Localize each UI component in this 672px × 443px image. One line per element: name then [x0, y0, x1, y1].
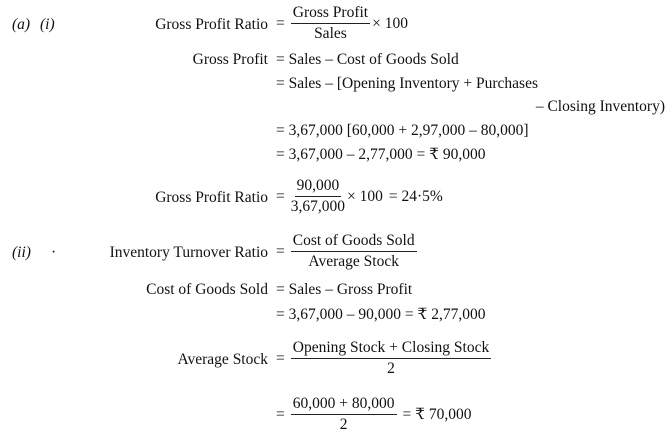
itr-fraction — [291, 232, 417, 271]
avg-stock-result: = ₹ 70,000 — [402, 406, 472, 423]
sub-label-i: (i) — [40, 16, 55, 33]
gp-ratio-calc-fraction — [291, 177, 345, 216]
fraction-denominator: 2 — [387, 360, 395, 377]
fraction-numerator: 60,000 + 80,000 — [291, 395, 397, 415]
stray-dot: · — [51, 244, 57, 261]
gp-ratio-formula — [276, 4, 408, 43]
gp-ratio-calc-label: Gross Profit Ratio — [155, 189, 268, 206]
fraction-numerator: Gross Profit — [291, 4, 370, 24]
avg-stock-calc-fraction — [291, 395, 397, 434]
gross-profit-line-3: – Closing Inventory) — [535, 98, 665, 115]
gp-ratio-calc — [276, 177, 443, 216]
cogs-line-1: = Sales – Gross Profit — [276, 281, 413, 298]
avg-stock-label: Average Stock — [177, 351, 268, 368]
gross-profit-line-4: = 3,67,000 [60,000 + 2,97,000 – 80,000] — [276, 122, 529, 139]
sub-label-ii: (ii) — [12, 244, 31, 261]
itr-label: Inventory Turnover Ratio — [109, 244, 268, 261]
avg-stock-calc — [276, 395, 471, 434]
fraction-denominator: Sales — [314, 25, 347, 42]
equals-sign: = — [276, 242, 285, 260]
gross-profit-label: Gross Profit — [192, 51, 268, 68]
fraction-numerator: Cost of Goods Sold — [291, 232, 417, 252]
itr-formula — [276, 232, 417, 271]
fraction-numerator: Opening Stock + Closing Stock — [291, 339, 491, 359]
fraction-numerator: 90,000 — [295, 177, 342, 197]
gross-profit-line-2: = Sales – [Opening Inventory + Purchases — [276, 75, 538, 92]
equals-sign: = — [276, 405, 285, 423]
equals-sign: = — [276, 14, 285, 32]
equals-sign: = — [276, 187, 285, 205]
gp-ratio-result: = 24·5% — [388, 187, 443, 205]
avg-stock-fraction — [291, 339, 491, 378]
gross-profit-line-1: = Sales – Cost of Goods Sold — [276, 51, 459, 68]
equals-sign: = — [276, 349, 285, 367]
gross-profit-line-5: = 3,67,000 – 2,77,000 = ₹ 90,000 — [276, 146, 486, 163]
fraction-denominator: 2 — [339, 416, 348, 433]
gp-ratio-label: Gross Profit Ratio — [155, 16, 268, 33]
fraction-denominator: 3,67,000 — [290, 198, 345, 215]
fraction-denominator: Average Stock — [308, 253, 399, 270]
avg-stock-formula — [276, 339, 491, 378]
multiplier: × 100 — [372, 14, 408, 32]
multiplier: × 100 — [347, 187, 383, 205]
cogs-label: Cost of Goods Sold — [146, 281, 268, 298]
part-label-a: (a) — [12, 16, 31, 33]
gp-ratio-fraction — [291, 4, 370, 43]
cogs-line-2: = 3,67,000 – 90,000 = ₹ 2,77,000 — [276, 306, 486, 323]
